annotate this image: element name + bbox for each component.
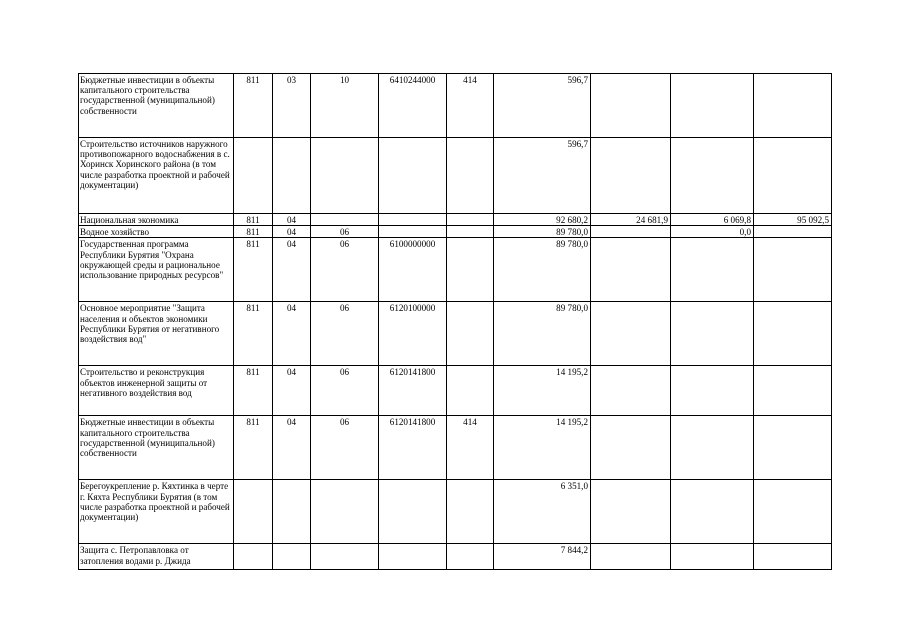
cell-grbs: 811: [234, 302, 273, 366]
cell-sum-2: [591, 138, 671, 214]
cell-sum-4: [754, 226, 832, 238]
cell-target-article: [379, 214, 447, 226]
cell-section: [273, 138, 311, 214]
cell-target-article: 6120141800: [379, 416, 447, 480]
cell-sum-4: [754, 138, 832, 214]
cell-subsection: 06: [311, 226, 379, 238]
cell-sum-2: [591, 480, 671, 544]
cell-sum-3: [671, 366, 754, 416]
cell-name: Бюджетные инвестиции в объекты капитального строительства государственной (муниципальной) собственности: [79, 416, 234, 480]
cell-sum-1: 14 195,2: [494, 366, 591, 416]
cell-name: Защита с. Петропавловка от затопления водами р. Джида: [79, 544, 234, 570]
cell-section: 04: [273, 366, 311, 416]
cell-target-article: 6410244000: [379, 74, 447, 138]
cell-section: 04: [273, 226, 311, 238]
cell-sum-3: [671, 238, 754, 302]
cell-subsection: 06: [311, 302, 379, 366]
cell-grbs: 811: [234, 74, 273, 138]
cell-section: 04: [273, 214, 311, 226]
cell-name: Государственная программа Республики Бурятия "Охрана окружающей среды и рациональное использование природных ресурсов": [79, 238, 234, 302]
cell-sum-4: [754, 74, 832, 138]
cell-sum-2: [591, 366, 671, 416]
cell-sum-3: [671, 544, 754, 570]
table-row: [79, 214, 832, 226]
cell-subsection: 06: [311, 366, 379, 416]
cell-sum-3: [671, 138, 754, 214]
cell-sum-1: 6 351,0: [494, 480, 591, 544]
cell-grbs: 811: [234, 238, 273, 302]
table-row: [79, 480, 832, 544]
cell-name: Строительство источников наружного противопожарного водоснабжения в с. Хоринск Хоринского района (в том числе разработка проектной и рабочей документации): [79, 138, 234, 214]
cell-subsection: [311, 214, 379, 226]
cell-grbs: [234, 138, 273, 214]
cell-expense-type: [447, 366, 494, 416]
table-row: [79, 544, 832, 570]
cell-sum-2: 24 681,9: [591, 214, 671, 226]
cell-section: [273, 544, 311, 570]
cell-expense-type: [447, 214, 494, 226]
cell-sum-4: 95 092,5: [754, 214, 832, 226]
cell-sum-1: 92 680,2: [494, 214, 591, 226]
cell-name: Национальная экономика: [79, 214, 234, 226]
cell-target-article: 6100000000: [379, 238, 447, 302]
table-row: [79, 74, 832, 138]
cell-sum-3: 6 069,8: [671, 214, 754, 226]
cell-sum-4: [754, 302, 832, 366]
cell-target-article: [379, 226, 447, 238]
cell-expense-type: [447, 302, 494, 366]
cell-grbs: 811: [234, 416, 273, 480]
table-body: [79, 74, 832, 570]
cell-name: Водное хозяйство: [79, 226, 234, 238]
cell-sum-1: 14 195,2: [494, 416, 591, 480]
cell-subsection: [311, 544, 379, 570]
cell-sum-1: 89 780,0: [494, 226, 591, 238]
cell-subsection: 10: [311, 74, 379, 138]
cell-target-article: [379, 544, 447, 570]
table-row: [79, 416, 832, 480]
cell-sum-4: [754, 238, 832, 302]
cell-target-article: 6120100000: [379, 302, 447, 366]
cell-sum-1: 89 780,0: [494, 302, 591, 366]
table-row: [79, 302, 832, 366]
table-row: [79, 138, 832, 214]
cell-sum-4: [754, 544, 832, 570]
cell-subsection: [311, 138, 379, 214]
cell-sum-2: [591, 226, 671, 238]
cell-grbs: 811: [234, 214, 273, 226]
cell-sum-2: [591, 238, 671, 302]
budget-table: [78, 73, 832, 570]
cell-section: 04: [273, 238, 311, 302]
cell-sum-2: [591, 544, 671, 570]
cell-sum-3: [671, 74, 754, 138]
cell-grbs: 811: [234, 226, 273, 238]
cell-expense-type: 414: [447, 416, 494, 480]
cell-sum-4: [754, 366, 832, 416]
cell-target-article: 6120141800: [379, 366, 447, 416]
cell-sum-1: 596,7: [494, 138, 591, 214]
table-row: [79, 226, 832, 238]
cell-subsection: [311, 480, 379, 544]
table-row: [79, 366, 832, 416]
cell-name: Строительство и реконструкция объектов инженерной защиты от негативного воздействия вод: [79, 366, 234, 416]
cell-target-article: [379, 480, 447, 544]
cell-target-article: [379, 138, 447, 214]
cell-grbs: [234, 480, 273, 544]
cell-sum-3: [671, 302, 754, 366]
cell-sum-4: [754, 480, 832, 544]
cell-section: 04: [273, 416, 311, 480]
cell-subsection: 06: [311, 238, 379, 302]
cell-name: Берегоукрепление р. Кяхтинка в черте г. Кяхта Республики Бурятия (в том числе разработка проектной и рабочей документации): [79, 480, 234, 544]
cell-section: 04: [273, 302, 311, 366]
cell-section: 03: [273, 74, 311, 138]
cell-sum-2: [591, 302, 671, 366]
cell-sum-3: 0,0: [671, 226, 754, 238]
cell-grbs: [234, 544, 273, 570]
cell-subsection: 06: [311, 416, 379, 480]
cell-sum-1: 596,7: [494, 74, 591, 138]
cell-sum-3: [671, 480, 754, 544]
cell-sum-2: [591, 74, 671, 138]
cell-sum-3: [671, 416, 754, 480]
cell-section: [273, 480, 311, 544]
cell-name: Основное мероприятие "Защита населения и объектов экономики Республики Бурятия от негативного воздействия вод": [79, 302, 234, 366]
cell-expense-type: [447, 226, 494, 238]
cell-sum-1: 7 844,2: [494, 544, 591, 570]
cell-grbs: 811: [234, 366, 273, 416]
cell-sum-4: [754, 416, 832, 480]
cell-sum-1: 89 780,0: [494, 238, 591, 302]
table-row: [79, 238, 832, 302]
cell-expense-type: [447, 238, 494, 302]
cell-name: Бюджетные инвестиции в объекты капитального строительства государственной (муниципальной) собственности: [79, 74, 234, 138]
cell-expense-type: [447, 138, 494, 214]
cell-expense-type: [447, 480, 494, 544]
cell-expense-type: 414: [447, 74, 494, 138]
cell-sum-2: [591, 416, 671, 480]
cell-expense-type: [447, 544, 494, 570]
